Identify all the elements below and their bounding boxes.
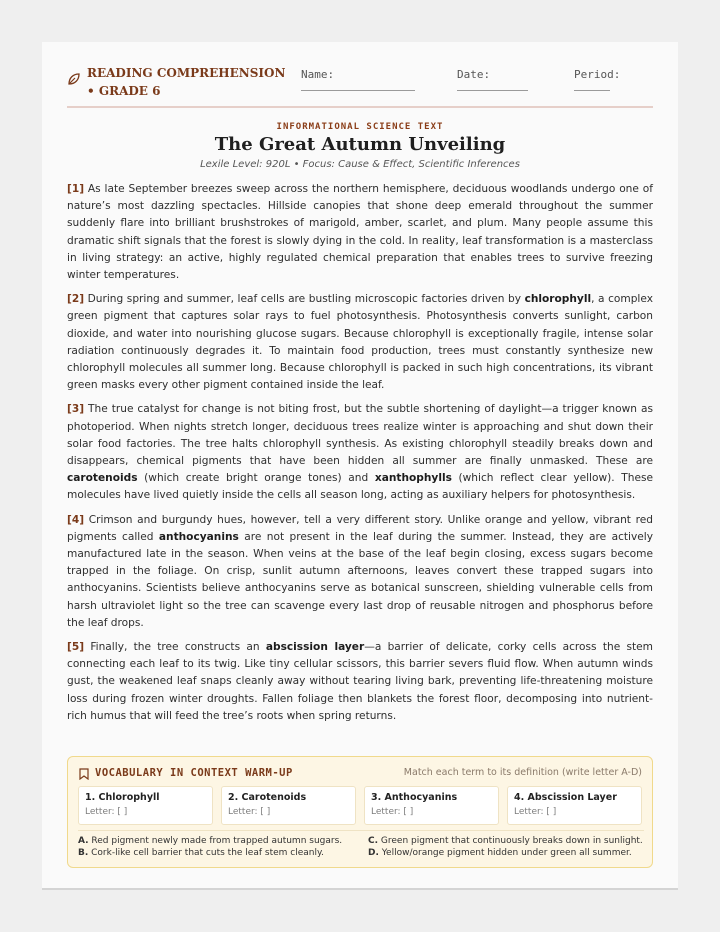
definition-letter: D. xyxy=(368,848,379,858)
article-title: The Great Autumn Unveiling xyxy=(214,134,506,155)
letter-answer-box[interactable]: Letter: [ ] xyxy=(514,807,557,817)
paragraph-text: Crimson and burgundy hues, however, tell a very different story. Unlike orange and yellow, vibrant red pigments called xyxy=(67,513,653,543)
key-term: abscission layer xyxy=(265,641,365,654)
paragraph-text: , a complex green pigment that captures solar rays to fuel photosynthesis. Photosynthesis converts sunlight, carbon dioxide, and water into nourishing glucose sugars. Because chlorophyll is exceptionally fragile, intense solar radiation continuously degrades it. To maintain food production, trees must constantly synthesize new chlorophyll molecules all summer long. Because chlorophyll is packed in such high concentrations, its vibrant green masks every other pigment contained inside the leaf. xyxy=(67,293,653,392)
paragraph xyxy=(67,401,653,504)
paragraph-number: [5] xyxy=(67,641,85,654)
period-underline[interactable] xyxy=(574,90,610,91)
term-card xyxy=(364,786,499,825)
bookmark-icon xyxy=(79,768,89,780)
paragraph xyxy=(67,639,653,725)
date-field[interactable] xyxy=(457,68,490,81)
lexile-focus: Lexile Level: 920L • Focus: Cause & Effect, Scientific Inferences xyxy=(200,159,520,170)
definition-text: Yellow/orange pigment hidden under green all summer. xyxy=(378,848,632,858)
vocabulary-warmup xyxy=(67,756,653,868)
term-cards xyxy=(78,786,644,824)
vocabulary-title: VOCABULARY IN CONTEXT WARM-UP xyxy=(95,767,293,779)
period-label: Period: xyxy=(574,68,621,81)
key-term: anthocyanins xyxy=(158,530,239,543)
name-underline[interactable] xyxy=(301,90,415,91)
paragraph-text: (which create bright orange tones) and xyxy=(137,472,375,485)
paragraph-text: Finally, the tree constructs an xyxy=(84,641,266,654)
term-card xyxy=(221,786,356,825)
term-name: 2. Carotenoids xyxy=(228,792,307,803)
paragraph xyxy=(67,512,653,632)
article-body xyxy=(67,181,653,732)
vocabulary-instructions: Match each term to its definition (write letter A-D) xyxy=(403,767,642,778)
term-name: 1. Chlorophyll xyxy=(85,792,160,803)
key-term: xanthophylls xyxy=(374,472,452,485)
key-term: carotenoids xyxy=(67,472,138,485)
paragraph-number: [1] xyxy=(67,183,85,195)
date-underline[interactable] xyxy=(457,90,528,91)
paragraph-number: [2] xyxy=(67,293,85,306)
definition-item xyxy=(78,848,324,858)
term-name: 3. Anthocyanins xyxy=(371,792,458,803)
leaf-icon xyxy=(67,72,81,86)
definition-letter: C. xyxy=(368,836,379,846)
term-card xyxy=(507,786,642,825)
definition-letter: B. xyxy=(78,848,89,858)
worksheet-title: READING COMPREHENSION • GRADE 6 xyxy=(87,66,286,98)
name-field[interactable] xyxy=(301,68,334,81)
definition-item xyxy=(368,848,632,858)
paragraph xyxy=(67,181,653,284)
worksheet-page xyxy=(42,42,678,890)
term-card xyxy=(78,786,213,825)
definition-letter: A. xyxy=(78,836,89,846)
definition-text: Green pigment that continuously breaks down in sunlight. xyxy=(378,836,643,846)
paragraph xyxy=(67,291,653,394)
period-field[interactable] xyxy=(574,68,620,81)
paragraph-number: [3] xyxy=(67,403,85,416)
paragraph-text: —a barrier of delicate, corky cells across the stem connecting each leaf to its twig. Like tiny cellular scissors, this barrier severs fluid flow. When autumn winds gust, the weakened leaf snaps cleanly away without tearing living bark, preventing life-threatening moisture loss during frozen winter droughts. Fallen foliage then blankets the forest floor, decomposing into nutrient-rich humus that will feed the tree’s roots when spring returns. xyxy=(67,641,653,722)
paragraph-text: are not present in the leaf during the summer. Instead, they are actively manufactured late in the season. When veins at the base of the leaf begin closing, excess sugars become trapped in the foliage. On crisp, sunlit autumn afternoons, leaves convert these trapped sugars into anthocyanins. Scientists believe anthocyanins serve as botanical sunscreen, shielding vulnerable cells from harsh ultraviolet light so the tree can scavenge every last drop of reusable nitrogen and phosphorus before the leaf drops. xyxy=(67,530,653,629)
definition-list xyxy=(78,830,644,858)
worksheet-header xyxy=(67,64,653,108)
text-type-label: INFORMATIONAL SCIENCE TEXT xyxy=(276,122,444,132)
term-name: 4. Abscission Layer xyxy=(514,792,617,803)
key-term: chlorophyll xyxy=(524,293,592,306)
letter-answer-box[interactable]: Letter: [ ] xyxy=(85,807,128,817)
definition-text: Red pigment newly made from trapped autumn sugars. xyxy=(88,836,343,846)
paragraph-text: (which reflect clear yellow). These molecules have lived quietly inside the cells all season long, acting as auxiliary helpers for photosynthesis. xyxy=(67,472,653,502)
date-label: Date: xyxy=(457,68,491,81)
paragraph-text: During spring and summer, leaf cells are bustling microscopic factories driven by xyxy=(84,293,525,306)
letter-answer-box[interactable]: Letter: [ ] xyxy=(371,807,414,817)
definition-item xyxy=(78,836,342,846)
letter-answer-box[interactable]: Letter: [ ] xyxy=(228,807,271,817)
paragraph-text: The true catalyst for change is not biting frost, but the subtle shortening of daylight—a trigger known as photoperiod. When nights stretch longer, deciduous trees realize winter is approaching and shut down their solar food factories. The tree halts chlorophyll synthesis. As existing chlorophyll steadily breaks down and disappears, chemical pigments that have been hidden all summer are finally unmasked. These are xyxy=(67,403,653,468)
definition-text: Cork-like cell barrier that cuts the leaf stem cleanly. xyxy=(88,848,324,858)
paragraph-number: [4] xyxy=(67,513,85,526)
name-label: Name: xyxy=(301,68,335,81)
paragraph-text: As late September breezes sweep across the northern hemisphere, deciduous woodlands undergo one of nature’s most dazzling spectacles. Hillside canopies that shone deep emerald throughout the summer suddenly flare into brilliant brushstrokes of marigold, amber, scarlet, and plum. Many people assume this dramatic shift signals that the forest is slowly dying in the cold. In reality, leaf transformation is a masterclass in living strategy: an active, highly regulated chemical preparation that enables trees to survive freezing winter temperatures. xyxy=(67,183,653,282)
definition-item xyxy=(368,836,643,846)
